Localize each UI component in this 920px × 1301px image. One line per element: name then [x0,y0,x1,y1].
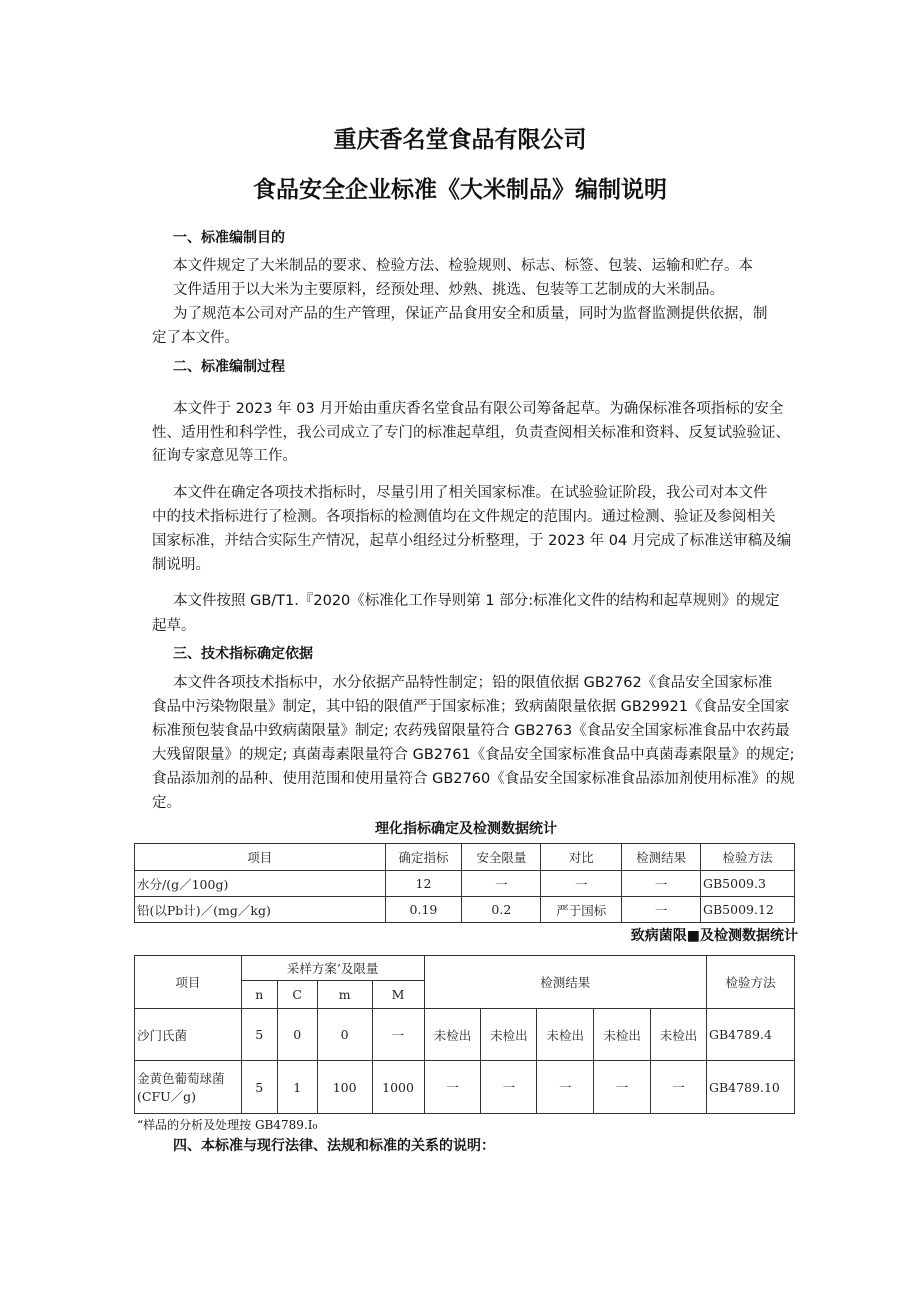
section-heading: 一、标准编制目的 [173,230,285,246]
cell: 一 [541,871,622,897]
col-header: 采样方案’及限量 [241,956,424,981]
company-title: 重庆香名堂食品有限公司 [333,127,587,153]
cell: 未检出 [481,1009,537,1061]
cell: GB4789.4 [706,1009,794,1061]
cell: 一 [622,871,701,897]
cell: 一 [424,1061,481,1114]
para-line: 为了规范本公司对产品的生产管理，保证产品食用安全和质量，同时为监督监测提供依据，制 [173,306,768,322]
cell: 0 [277,1009,317,1061]
physchem-table [134,843,795,923]
cell: 未检出 [651,1009,707,1061]
col-header: 检测结果 [424,956,706,1009]
table1-caption: 理化指标确定及检测数据统计 [375,821,557,837]
para-line: 本文件按照 GB/T1.『2020《标准化工作导则第 1 部分:标准化文件的结构和起草规则》的规定 [173,593,780,609]
col-header: C [277,981,317,1009]
cell: 未检出 [537,1009,594,1061]
cell: 一 [651,1061,707,1114]
cell: 5 [241,1009,277,1061]
col-header: 确定指标 [385,844,462,871]
para-line: 起草。 [152,618,196,634]
cell: 沙门氏菌 [135,1009,242,1061]
table-header-row [135,956,795,981]
cell: 1 [277,1061,317,1114]
cell: 0 [317,1009,372,1061]
col-header: m [317,981,372,1009]
cell [135,1061,242,1114]
para-line: 文件适用于以大米为主要原料，经预处理、炒熟、挑选、包装等工艺制成的大米制品。 [173,282,724,298]
cell: 一 [622,897,701,923]
cell: 一 [462,871,541,897]
para-line: 制说明。 [152,557,210,573]
col-header: M [372,981,424,1009]
cell: GB5009.3 [701,871,795,897]
table-row [135,871,795,897]
cell: 严于国标 [541,897,622,923]
table-footnote: “样品的分析及处理按 GB4789.I₀ [137,1118,318,1132]
para-line: 大残留限量》的规定; 真菌毒素限量符合 GB2761《食品安全国家标准食品中真菌毒素限量》的规定; [152,747,795,763]
cell: 12 [385,871,462,897]
para-line: 中的技术指标进行了检测。各项指标的检测值均在文件规定的范围内。通过检测、验证及参阅相关 [152,509,776,525]
cell: 未检出 [594,1009,651,1061]
col-header: n [241,981,277,1009]
cell: 0.2 [462,897,541,923]
col-header: 检测结果 [622,844,701,871]
section-heading: 三、技术指标确定依据 [173,646,313,662]
col-header: 对比 [541,844,622,871]
para-line: 本文件在确定各项技术指标时，尽量引用了相关国家标准。在试验验证阶段，我公司对本文件 [173,485,768,501]
cell: 1000 [372,1061,424,1114]
para-line: 本文件各项技术指标中，水分依据产品特性制定；铅的限值依据 GB2762《食品安全国家标准 [173,675,773,691]
cell: 0.19 [385,897,462,923]
table-row [135,1009,795,1061]
cell: GB5009.12 [701,897,795,923]
para-line: 性、适用性和科学性，我公司成立了专门的标准起草组，负责查阅相关标准和资料、反复试验验证、 [152,425,790,441]
para-line: 食品中污染物限量》制定，其中铅的限值严于国家标准；致病菌限量依据 GB29921《食品安全国家 [152,699,790,715]
para-line: 食品添加剂的品种、使用范围和使用量符合 GB2760《食品安全国家标准食品添加剂使用标准》的规 [152,771,795,787]
cell-text: 金黄色葡萄球菌 [137,1071,225,1086]
cell: 一 [481,1061,537,1114]
section-heading: 四、本标准与现行法律、法规和标准的关系的说明： [173,1138,495,1154]
table2-caption: 致病菌限■及检测数据统计 [630,928,798,944]
para-line: 本文件于 2023 年 03 月开始由重庆香名堂食品有限公司筹备起草。为确保标准各项指标的安全 [173,401,784,417]
cell: 未检出 [424,1009,481,1061]
cell: 100 [317,1061,372,1114]
table-row [135,1061,795,1114]
table-header-row [135,844,795,871]
para-line: 定了本文件。 [152,330,239,346]
document-title: 食品安全企业标准《大米制品》编制说明 [253,177,667,203]
cell-text: (CFU／g) [137,1089,197,1104]
pathogen-table [134,955,795,1114]
cell: 一 [372,1009,424,1061]
para-line: 定。 [152,795,181,811]
col-header: 项目 [135,844,386,871]
cell: 一 [594,1061,651,1114]
table-row [135,897,795,923]
col-header: 检验方法 [701,844,795,871]
col-header: 项目 [135,956,242,1009]
para-line: 标准预包装食品中致病菌限量》制定; 农药残留限量符合 GB2763《食品安全国家标准食品中农药最 [152,723,790,739]
para-line: 本文件规定了大米制品的要求、检验方法、检验规则、标志、标签、包装、运输和贮存。本 [173,258,753,274]
cell: 水分/(g／100g) [135,871,386,897]
para-line: 征询专家意见等工作。 [152,448,297,464]
cell: 一 [537,1061,594,1114]
para-line: 国家标准，并结合实际生产情况，起草小组经过分析整理，于 2023 年 04 月完成了标准送审稿及编 [152,533,792,549]
col-header: 检验方法 [706,956,794,1009]
cell: 铅(以Pb计)／(mg／kg) [135,897,386,923]
cell: 5 [241,1061,277,1114]
section-heading: 二、标准编制过程 [173,359,285,375]
col-header: 安全限量 [462,844,541,871]
cell: GB4789.10 [706,1061,794,1114]
